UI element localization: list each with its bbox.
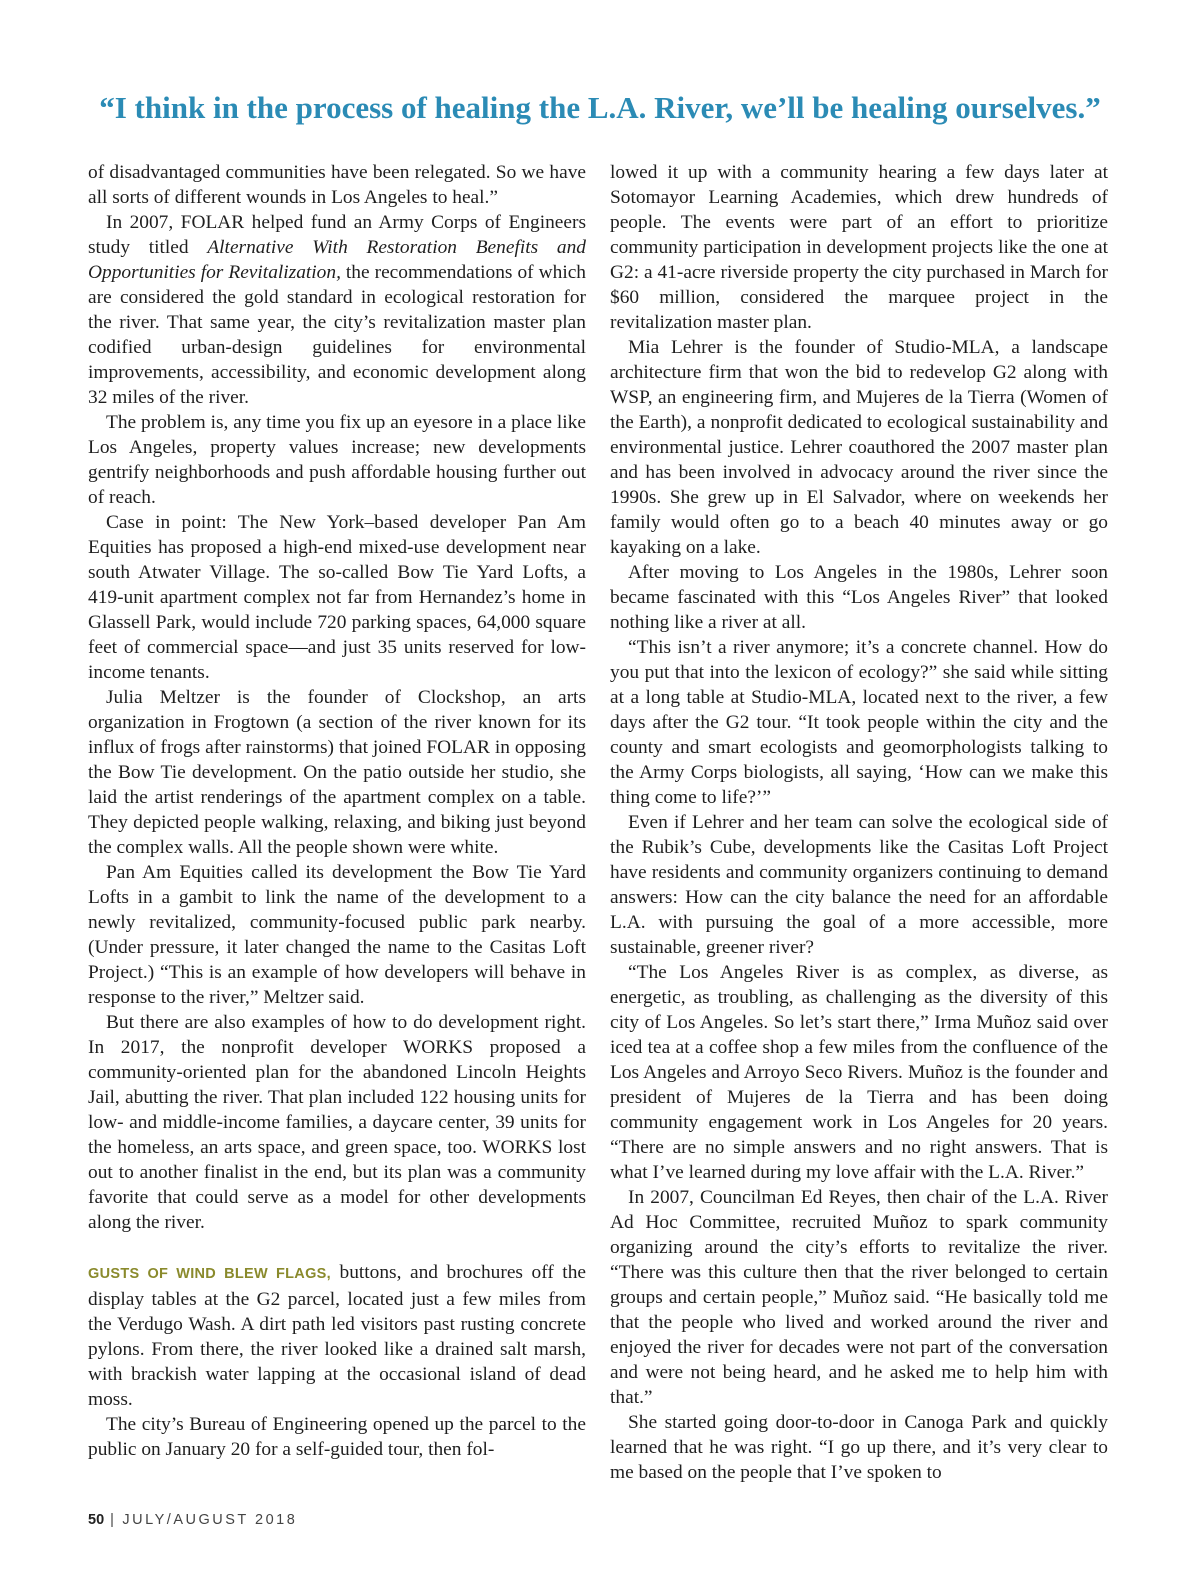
section-opening-paragraph <box>88 1260 586 1412</box>
paragraph: Case in point: The New York–based developer Pan Am Equities has proposed a high-end mixed-use development near south Atwater Village. The so-called Bow Tie Yard Lofts, a 419-unit apartment complex not far from Hernandez’s home in Glassell Park, would include 720 parking spaces, 64,000 square feet of commercial space—and just 35 units reserved for low-income tenants. <box>88 512 586 683</box>
paragraph: In 2007, Councilman Ed Reyes, then chair of the L.A. River Ad Hoc Committee, recruited Muñoz to spark community organizing around the city’s efforts to revitalize the river. “There was this culture then that the river belonged to certain groups and certain people,” Muñoz said. “He basically told me that the people who lived and worked around the river and enjoyed the river for decades were not part of the conversation and were not being heard, and he asked me to help him with that.” <box>610 1187 1108 1408</box>
issue-date: JULY/AUGUST 2018 <box>122 1512 298 1528</box>
article-column-right <box>610 160 1108 1485</box>
section-kicker: GUSTS OF WIND BLEW FLAGS, <box>88 1266 331 1282</box>
paragraph: “This isn’t a river anymore; it’s a concrete channel. How do you put that into the lexicon of ecology?” she said while sitting at a long table at Studio-MLA, located next to the river, a few days after the G2 tour. “It took people within the city and the county and smart ecologists and geomorphologists talking to the Army Corps biologists, all saying, ‘How can we make this thing come to life?’” <box>610 637 1108 808</box>
paragraph: After moving to Los Angeles in the 1980s, Lehrer soon became fascinated with this “Los Angeles River” that looked nothing like a river at all. <box>610 562 1108 633</box>
paragraph: Even if Lehrer and her team can solve the ecological side of the Rubik’s Cube, developments like the Casitas Loft Project have residents and community organizers continuing to demand answers: How can the city balance the need for an affordable L.A. with pursuing the goal of a more accessible, more sustainable, greener river? <box>610 812 1108 958</box>
footer-separator: | <box>110 1512 117 1528</box>
paragraph: Pan Am Equities called its development the Bow Tie Yard Lofts in a gambit to link the name of the development to a newly revitalized, community-focused public park nearby. (Under pressure, it later changed the name to the Casitas Loft Project.) “This is an example of how developers will behave in response to the river,” Meltzer said. <box>88 862 586 1008</box>
paragraph-text: buttons, and brochures off the display tables at the G2 parcel, located just a few miles from the Verdugo Wash. A dirt path led visitors past rusting concrete pylons. From there, the river looked like a drained salt marsh, with brackish water lapping at the occasional island of dead moss. <box>88 1262 586 1410</box>
paragraph <box>88 210 586 410</box>
article-column-left <box>88 160 586 1462</box>
paragraph: of disadvantaged communities have been relegated. So we have all sorts of different wounds in Los Angeles to heal.” <box>88 162 586 208</box>
paragraph: “The Los Angeles River is as complex, as diverse, as energetic, as troubling, as challenging as the diversity of this city of Los Angeles. So let’s start there,” Irma Muñoz said over iced tea at a coffee shop a few miles from the confluence of the Los Angeles and Arroyo Seco Rivers. Muñoz is the founder and president of Mujeres de la Tierra and has been doing community engagement work in Los Angeles for 20 years. “There are no simple answers and no right answers. That is what I’ve learned during my love affair with the L.A. River.” <box>610 962 1108 1183</box>
paragraph-text: In 2007, FOLAR helped fund an Army Corps of Engineers study titled <box>88 212 586 258</box>
page-number: 50 <box>88 1512 105 1528</box>
pull-quote: “I think in the process of healing the L.A. River, we’ll be healing ourselves.” <box>99 90 1101 125</box>
paragraph: She started going door-to-door in Canoga Park and quickly learned that he was right. “I go up there, and it’s very clear to me based on the people that I’ve spoken to <box>610 1412 1108 1483</box>
paragraph: The problem is, any time you fix up an eyesore in a place like Los Angeles, property values increase; new developments gentrify neighborhoods and push affordable housing further out of reach. <box>88 412 586 508</box>
paragraph: Mia Lehrer is the founder of Studio-MLA, a landscape architecture firm that won the bid to redevelop G2 along with WSP, an engineering firm, and Mujeres de la Tierra (Women of the Earth), a nonprofit dedicated to ecological sustainability and environmental justice. Lehrer coauthored the 2007 master plan and has been involved in advocacy around the river since the 1990s. She grew up in El Salvador, where on weekends her family would often go to a beach 40 minutes away or go kayaking on a lake. <box>610 337 1108 558</box>
paragraph: lowed it up with a community hearing a few days later at Sotomayor Learning Academies, which drew hundreds of people. The events were part of an effort to prioritize community participation in development projects like the one at G2: a 41-acre riverside property the city purchased in March for $60 million, considered the marquee project in the revitalization master plan. <box>610 162 1108 333</box>
paragraph: Julia Meltzer is the founder of Clockshop, an arts organization in Frogtown (a section of the river known for its influx of frogs after rainstorms) that joined FOLAR in opposing the Bow Tie development. On the patio outside her studio, she laid the artist renderings of the apartment complex on a table. They depicted people walking, relaxing, and biking just beyond the complex walls. All the people shown were white. <box>88 687 586 858</box>
paragraph-text: the recommendations of which are considered the gold standard in ecological restoration for the river. That same year, the city’s revitalization master plan codified urban-design guidelines for environmental improvements, accessibility, and economic development along 32 miles of the river. <box>88 262 587 408</box>
page-footer <box>88 1512 297 1528</box>
study-title: Alternative With Restoration Benefits and Opportunities for Revitalization, <box>88 237 586 283</box>
paragraph: The city’s Bureau of Engineering opened up the parcel to the public on January 20 for a self-guided tour, then fol- <box>88 1414 586 1460</box>
paragraph: But there are also examples of how to do development right. In 2017, the nonprofit developer WORKS proposed a community-oriented plan for the abandoned Lincoln Heights Jail, abutting the river. That plan included 122 housing units for low- and middle-income families, a daycare center, 39 units for the homeless, an arts space, and green space, too. WORKS lost out to another finalist in the end, but its plan was a community favorite that could serve as a model for other developments along the river. <box>88 1012 586 1233</box>
